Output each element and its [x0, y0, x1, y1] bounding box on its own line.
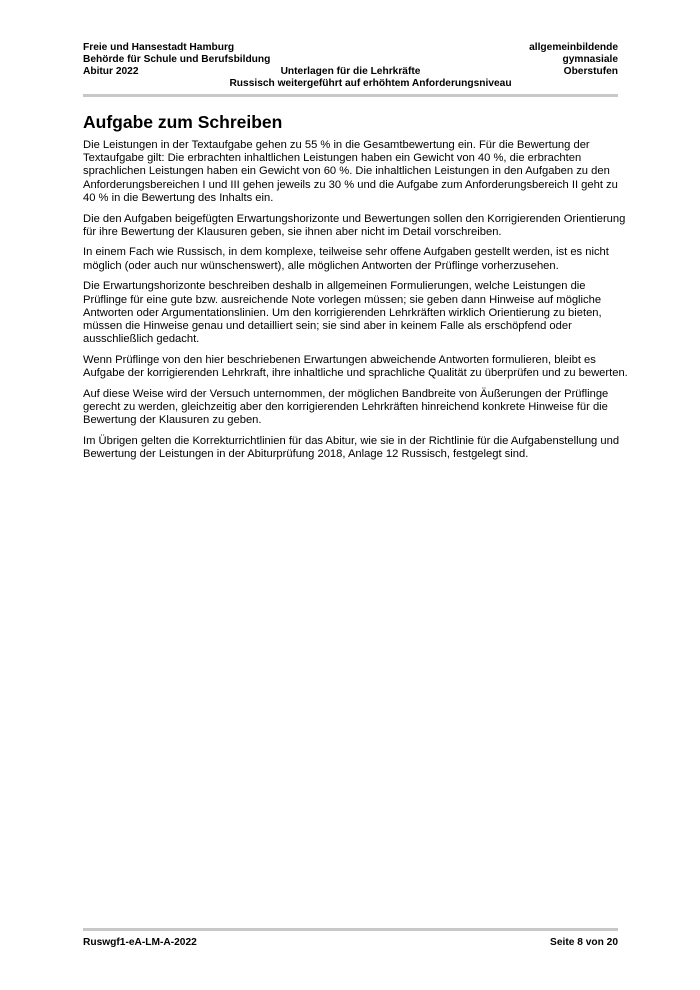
- page-number: Seite 8 von 20: [550, 937, 618, 948]
- audience-label: Unterlagen für die Lehrkräfte: [280, 66, 421, 77]
- issuer-line-2: Behörde für Schule und Berufsbildung: [83, 54, 271, 65]
- paragraph: Die den Aufgaben beigefügten Erwartungshorizonte und Bewertungen sollen den Korrigierenden Orientierung für ihre Bewertung der Klausuren geben, sie ihnen aber nicht im Detail vorschreiben.: [83, 212, 626, 238]
- exam-label: Abitur 2022: [83, 66, 139, 77]
- footer-divider: [83, 928, 618, 931]
- header-row-2: [83, 54, 618, 66]
- paragraph: Auf diese Weise wird der Versuch unternommen, der möglichen Bandbreite von Äußerungen der Prüflinge gerecht zu werden, gleichzeitig aber den korrigierenden Lehrkräften hinreichend konkrete Hinweise für die Bewertung der Klausuren zu geben.: [83, 387, 609, 427]
- section-title: Aufgabe zum Schreiben: [83, 112, 283, 132]
- school-type-line-1: allgemeinbildende: [529, 42, 618, 53]
- header-row-3: [83, 66, 618, 78]
- document-code: Ruswgf1-eA-LM-A-2022: [83, 937, 197, 948]
- subject-label: Russisch weitergeführt auf erhöhtem Anforderungsniveau: [229, 78, 512, 89]
- section-body: [83, 139, 628, 469]
- header-row-4: [83, 78, 618, 90]
- paragraph: Im Übrigen gelten die Korrekturrichtlinien für das Abitur, wie sie in der Richtlinie für die Aufgabenstellung und Bewertung der Leistungen in der Abiturprüfung 2018, Anlage 12 Russisch, festgelegt sind.: [83, 434, 620, 461]
- paragraph: Die Leistungen in der Textaufgabe gehen zu 55 % in die Gesamtbewertung ein. Für die Bewertung der Textaufgabe gilt: Die erbrachten inhaltlichen Leistungen haben ein Gewicht von 40 %, die erbrachten sprachlichen Leistungen haben ein Gewicht von 60 %. Die inhaltlichen Leistungen in den Aufgaben zu den Anforderungsbereichen I und III gehen jeweils zu 30 % und die Aufgabe zum Anforderungsbereich II geht zu 40 % in die Bewertung des Inhalts ein.: [83, 139, 618, 204]
- paragraph: Wenn Prüflinge von den hier beschriebenen Erwartungen abweichende Antworten formulieren, bleibt es Aufgabe der korrigierenden Lehrkraft, ihre inhaltliche und sprachliche Qualität zu überprüfen und zu bewerten.: [83, 353, 628, 380]
- page-footer: [83, 937, 618, 950]
- school-type-line-3: Oberstufen: [563, 66, 618, 77]
- header-row-1: [83, 42, 618, 54]
- page-header: [83, 42, 618, 90]
- header-divider: [83, 94, 618, 97]
- school-type-line-2: gymnasiale: [562, 54, 618, 65]
- paragraph: Die Erwartungshorizonte beschreiben deshalb in allgemeinen Formulierungen, welche Leistungen die Prüflinge für eine gute bzw. ausreichende Note vorlegen müssen; sie geben dann Hinweise auf mögliche Antworten oder Argumentationslinien. Um den korrigierenden Lehrkräften wirklich Orientierung zu bieten, müssen die Hinweise genau und detailliert sein; sie sind aber in keinem Falle als erschöpfend oder ausschließlich gedacht.: [83, 280, 602, 346]
- paragraph: In einem Fach wie Russisch, in dem komplexe, teilweise sehr offene Aufgaben gestellt werden, ist es nicht möglich (oder auch nur wünschenswert), alle möglichen Antworten der Prüflinge vorherzusehen.: [83, 246, 609, 272]
- issuer-line-1: Freie und Hansestadt Hamburg: [83, 42, 235, 53]
